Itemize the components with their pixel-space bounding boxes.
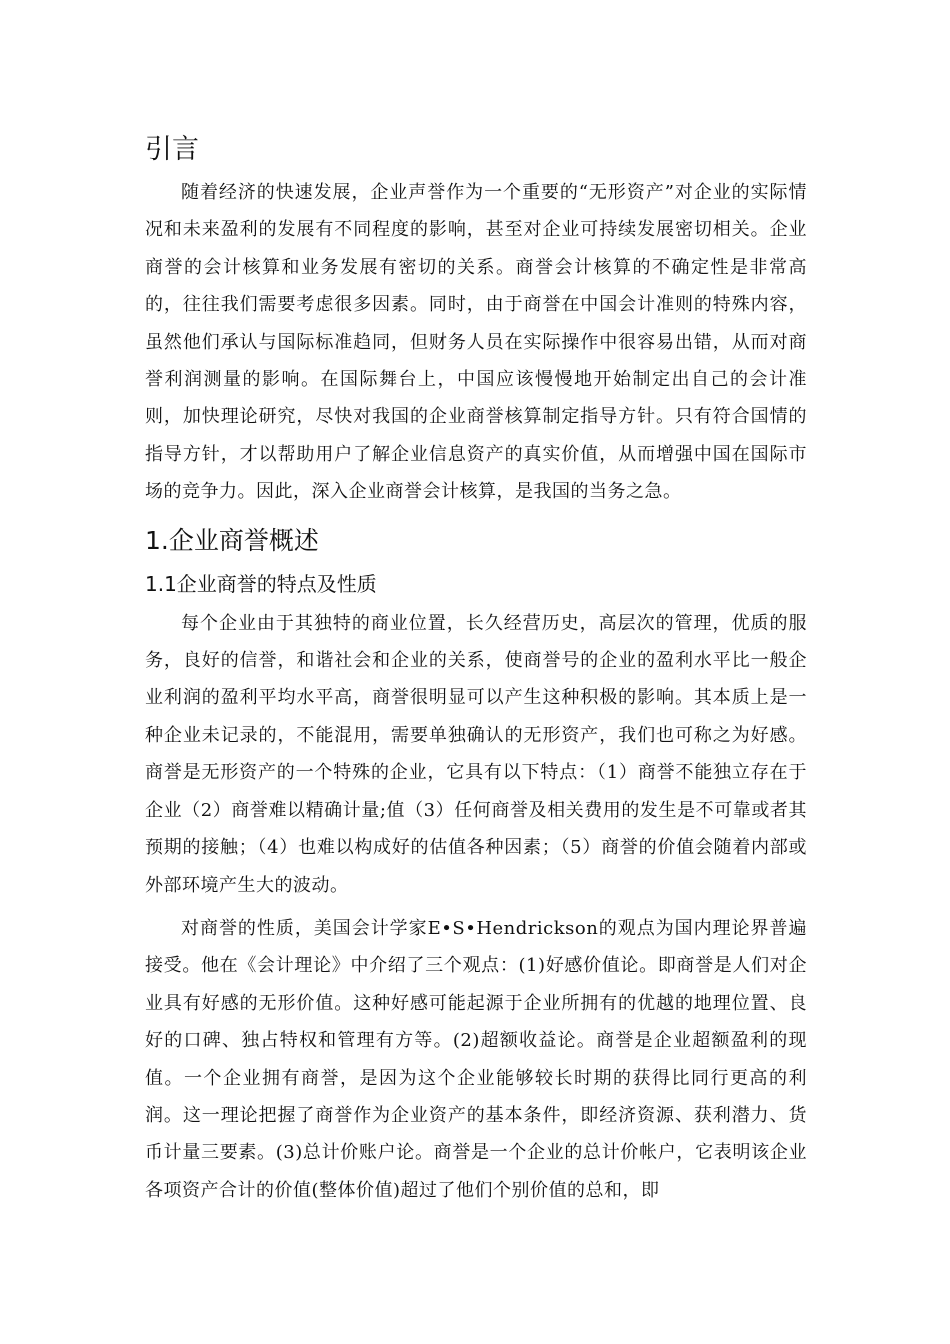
section-1-1-paragraph-1: 每个企业由于其独特的商业位置，长久经营历史，高层次的管理，优质的服务，良好的信誉，和谐社会和企业的关系，使商誉号的企业的盈利水平比一般企业利润的盈利平均水平高，商誉很明显可以产生这种积极的影响。其本质上是一种企业未记录的，不能混用，需要单独确认的无形资产，我们也可称之为好感。商誉是无形资产的一个特殊的企业，它具有以下特点：（1）商誉不能独立存在于企业（2）商誉难以精确计量;值（3）任何商誉及相关费用的发生是不可靠或者其预期的接触；（4）也难以构成好的估值各种因素；（5）商誉的价值会随着内部或外部环境产生大的波动。 (145, 612, 807, 896)
document-body (145, 128, 807, 1209)
section-1-heading: 1.企业商誉概述 (145, 525, 319, 555)
section-1-1-heading: 1.1企业商誉的特点及性质 (145, 571, 377, 596)
intro-heading: 引言 (145, 134, 199, 165)
section-1-1-paragraph-2: 对商誉的性质，美国会计学家E•S•Hendrickson的观点为国内理论界普遍接受。他在《会计理论》中介绍了三个观点：(1)好感价值论。即商誉是人们对企业具有好感的无形价值。这种好感可能起源于企业所拥有的优越的地理位置、良好的口碑、独占特权和管理有方等。(2)超额收益论。商誉是企业超额盈利的现值。一个企业拥有商誉，是因为这个企业能够较长时期的获得比同行更高的利润。这一理论把握了商誉作为企业资产的基本条件，即经济资源、获利潜力、货币计量三要素。(3)总计价账户论。商誉是一个企业的总计价帐户，它表明该企业各项资产合计的价值(整体价值)超过了他们个别价值的总和，即 (145, 917, 807, 1201)
intro-paragraph: 随着经济的快速发展，企业声誉作为一个重要的“无形资产”对企业的实际情况和未来盈利的发展有不同程度的影响，甚至对企业可持续发展密切相关。企业商誉的会计核算和业务发展有密切的关系。商誉会计核算的不确定性是非常高的，往往我们需要考虑很多因素。同时，由于商誉在中国会计准则的特殊内容，虽然他们承认与国际标准趋同，但财务人员在实际操作中很容易出错，从而对商誉利润测量的影响。在国际舞台上，中国应该慢慢地开始制定出自己的会计准则，加快理论研究，尽快对我国的企业商誉核算制定指导方针。只有符合国情的指导方针，才以帮助用户了解企业信息资产的真实价值，从而增强中国在国际市场的竞争力。因此，深入企业商誉会计核算，是我国的当务之急。 (145, 182, 807, 503)
